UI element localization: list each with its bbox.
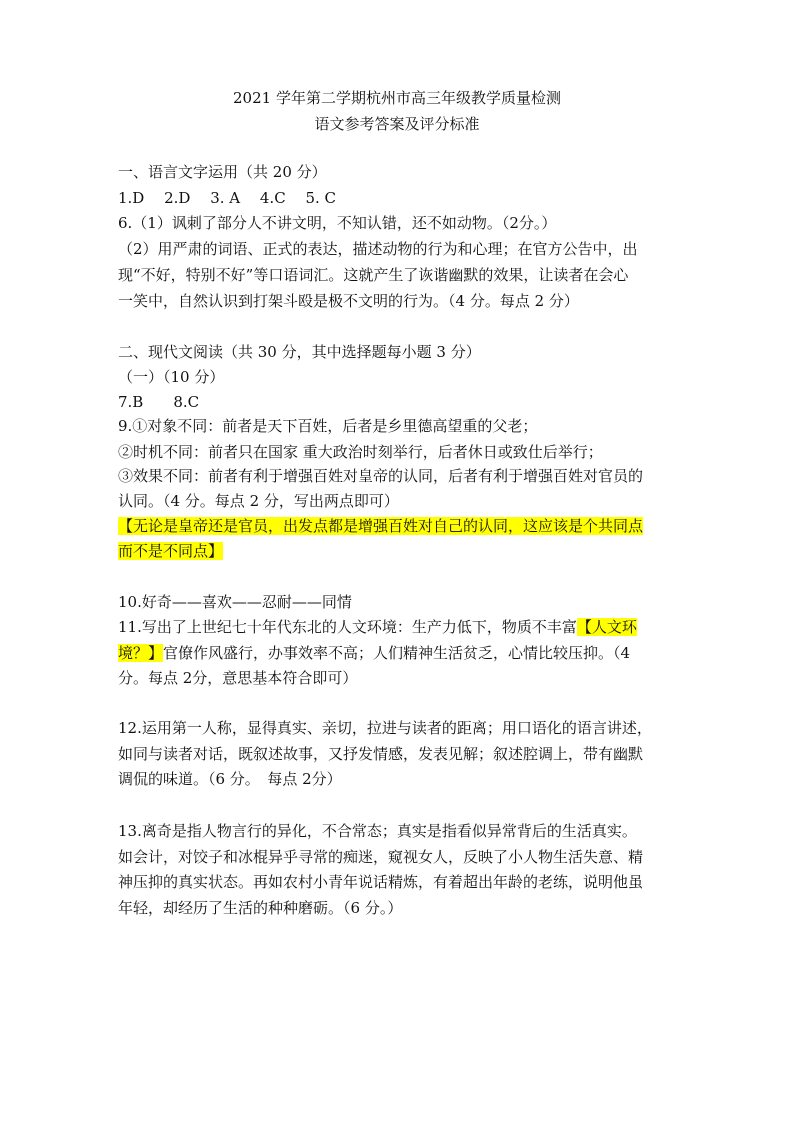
highlight: 【无论是皇帝还是官员，出发点都是增强百姓对自己的认同，这应该是个共同点 (118, 517, 644, 535)
q6-answer-line: （2）用严肃的词语、正式的表达，描述动物的行为和心理；在官方公告中，出 (118, 240, 638, 258)
q12-answer-line: 如同与读者对话，既叙述故事，又抒发情感，发表见解；叙述腔调上，带有幽默 (118, 745, 644, 763)
q11-text: 官僚作风盛行，办事效率不高；人们精神生活贫乏，心情比较压抑。（4 (163, 644, 631, 662)
document-title: 2021 学年第二学期杭州市高三年级教学质量检测 (233, 89, 561, 107)
section2-subheading: （一）（10 分） (118, 368, 225, 386)
q13-answer-line: 13.离奇是指人物言行的异化，不合常态；真实是指看似异常背后的生活真实。 (118, 822, 637, 840)
q7-8-answers: 7.B 8.C (118, 393, 200, 411)
highlight: 而不是不同点】 (118, 542, 224, 560)
q11-answer-line (118, 615, 637, 639)
q9-highlighted-note (118, 539, 223, 563)
q9-highlighted-note (118, 514, 643, 538)
q13-answer-line: 年轻，却经历了生活的种种磨砺。（6 分。） (118, 899, 403, 917)
q11-text: 11.写出了上世纪七十年代东北的人文环境：生产力低下，物质不丰富 (118, 618, 577, 636)
q13-answer-line: 神压抑的真实状态。再如农村小青年说话精炼，有着超出年龄的老练，说明他虽 (118, 873, 644, 891)
highlight: 【人文环 (576, 618, 637, 636)
q1-5-answers: 1.D 2.D 3. A 4.C 5. C (118, 189, 337, 207)
q10-answer: 10.好奇——喜欢——忍耐——同情 (118, 593, 352, 611)
q13-answer-line: 如会计，对饺子和冰棍异乎寻常的痴迷，窥视女人，反映了小人物生活失意、精 (118, 848, 644, 866)
q6-answer-line: 6.（1）讽刺了部分人不讲文明，不知认错，还不如动物。（2分。） (118, 214, 557, 232)
q12-answer-line: 12.运用第一人称，显得真实、亲切，拉进与读者的距离；用口语化的语言讲述， (118, 719, 652, 737)
section1-heading: 一、语言文字运用（共 20 分） (118, 163, 327, 181)
q9-answer-line: ②时机不同：前者只在国家 重大政治时刻举行，后者休日或致仕后举行； (118, 443, 603, 461)
q11-answer-line: 分。每点 2分，意思基本符合即可） (118, 669, 358, 687)
document-subtitle: 语文参考答案及评分标准 (314, 115, 480, 133)
q9-answer-line: ③效果不同：前者有利于增强百姓对皇帝的认同，后者有利于增强百姓对官员的 (118, 467, 644, 485)
q12-answer-line: 调侃的味道。（6 分。 每点 2分） (118, 770, 342, 788)
section2-heading: 二、现代文阅读（共 30 分，其中选择题每小题 3 分） (118, 343, 481, 361)
highlight: 境？】 (118, 644, 164, 662)
q6-answer-line: 一笑中，自然认识到打架斗殴是极不文明的行为。（4 分。每点 2 分） (118, 292, 579, 310)
q9-answer-line: 9.①对象不同：前者是天下百姓，后者是乡里德高望重的父老； (118, 417, 538, 435)
q11-answer-line (118, 641, 630, 665)
q6-answer-line: 现“不好，特别不好”等口语词汇。这就产生了诙谐幽默的效果，让读者在会心 (118, 266, 629, 284)
q9-answer-line: 认同。（4 分。每点 2 分，写出两点即可） (118, 492, 399, 510)
